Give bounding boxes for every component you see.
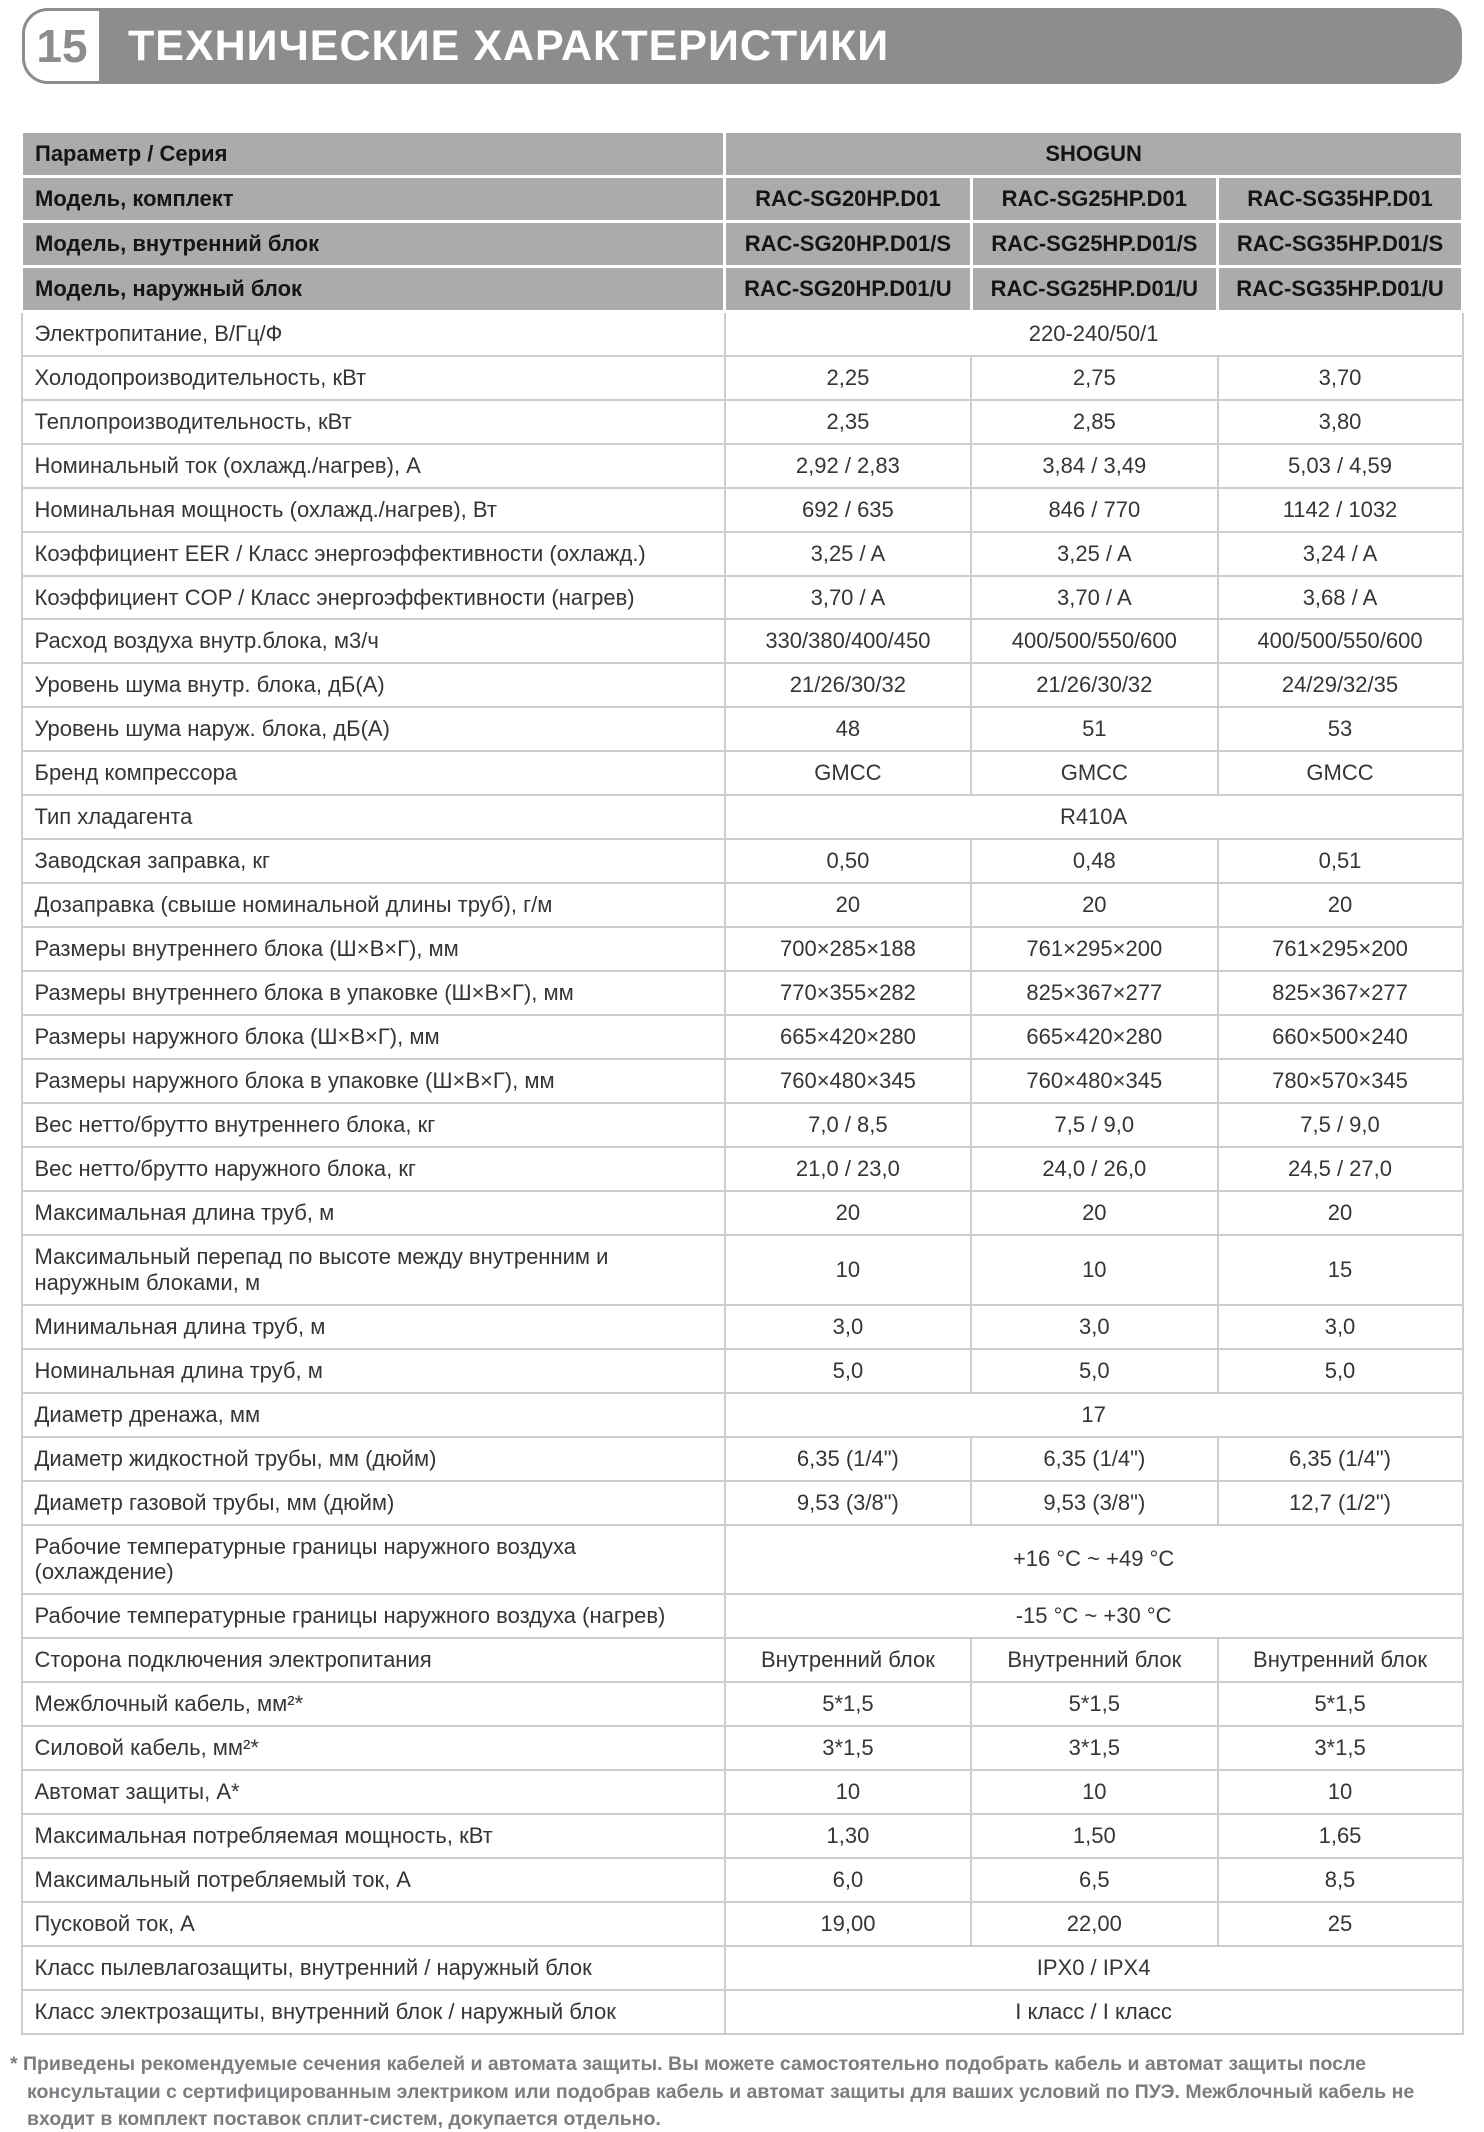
row-value: RAC-SG20HP.D01/U xyxy=(725,266,971,311)
row-value: GMCC xyxy=(971,751,1217,795)
row-value: 10 xyxy=(971,1235,1217,1305)
row-value: 5,03 / 4,59 xyxy=(1218,444,1463,488)
spec-row xyxy=(22,883,1463,927)
row-value: 760×480×345 xyxy=(725,1059,971,1103)
row-value: 51 xyxy=(971,707,1217,751)
row-value: 21,0 / 23,0 xyxy=(725,1147,971,1191)
row-value: 24,5 / 27,0 xyxy=(1218,1147,1463,1191)
row-value-span: IPX0 / IPX4 xyxy=(725,1946,1463,1990)
row-value: 20 xyxy=(971,883,1217,927)
row-value: 7,5 / 9,0 xyxy=(1218,1103,1463,1147)
row-value: 3,68 / A xyxy=(1218,576,1463,620)
row-label: Максимальная длина труб, м xyxy=(22,1191,725,1235)
row-label: Диаметр дренажа, мм xyxy=(22,1393,725,1437)
row-label: Теплопроизводительность, кВт xyxy=(22,400,725,444)
row-label: Бренд компрессора xyxy=(22,751,725,795)
row-value: 25 xyxy=(1218,1902,1463,1946)
row-value: 1,30 xyxy=(725,1814,971,1858)
spec-row xyxy=(22,1349,1463,1393)
spec-row xyxy=(22,576,1463,620)
row-label: Электропитание, В/Гц/Ф xyxy=(22,311,725,355)
row-value: 2,25 xyxy=(725,356,971,400)
spec-row xyxy=(22,707,1463,751)
row-label: Межблочный кабель, мм²* xyxy=(22,1682,725,1726)
row-value: GMCC xyxy=(725,751,971,795)
row-value: 761×295×200 xyxy=(971,927,1217,971)
row-label: Пусковой ток, А xyxy=(22,1902,725,1946)
spec-row xyxy=(22,311,1463,355)
row-value: 3,70 / A xyxy=(971,576,1217,620)
row-value: RAC-SG25HP.D01 xyxy=(971,176,1217,221)
row-label: Вес нетто/брутто наружного блока, кг xyxy=(22,1147,725,1191)
param-series-header: Параметр / Серия xyxy=(22,132,725,177)
section-header xyxy=(22,8,1462,84)
row-value: 19,00 xyxy=(725,1902,971,1946)
row-label: Класс электрозащиты, внутренний блок / наружный блок xyxy=(22,1990,725,2034)
spec-row xyxy=(22,1015,1463,1059)
spec-row xyxy=(22,971,1463,1015)
row-value: 10 xyxy=(1218,1770,1463,1814)
row-value-span: +16 °C ~ +49 °C xyxy=(725,1525,1463,1595)
spec-row xyxy=(22,1481,1463,1525)
spec-row xyxy=(22,1594,1463,1638)
row-label: Уровень шума внутр. блока, дБ(А) xyxy=(22,663,725,707)
row-value: 0,48 xyxy=(971,839,1217,883)
row-value: 846 / 770 xyxy=(971,488,1217,532)
row-value: 3*1,5 xyxy=(1218,1726,1463,1770)
row-value: 400/500/550/600 xyxy=(971,619,1217,663)
row-value: 5*1,5 xyxy=(725,1682,971,1726)
row-value: 692 / 635 xyxy=(725,488,971,532)
spec-row xyxy=(22,1682,1463,1726)
row-value: 20 xyxy=(725,1191,971,1235)
spec-row xyxy=(22,1638,1463,1682)
row-value: 53 xyxy=(1218,707,1463,751)
row-value: 0,51 xyxy=(1218,839,1463,883)
row-value: 20 xyxy=(1218,883,1463,927)
spec-row xyxy=(22,488,1463,532)
row-value: Внутренний блок xyxy=(971,1638,1217,1682)
spec-row xyxy=(22,927,1463,971)
row-value: 1,65 xyxy=(1218,1814,1463,1858)
spec-row xyxy=(22,444,1463,488)
row-value: 3,70 / A xyxy=(725,576,971,620)
spec-row xyxy=(22,1235,1463,1305)
row-value-span: 220-240/50/1 xyxy=(725,311,1463,355)
spec-row xyxy=(22,1305,1463,1349)
spec-row xyxy=(22,1147,1463,1191)
row-value: 5,0 xyxy=(1218,1349,1463,1393)
spec-row xyxy=(22,1814,1463,1858)
model-header-row xyxy=(22,176,1463,221)
row-value: 5,0 xyxy=(725,1349,971,1393)
spec-row xyxy=(22,1902,1463,1946)
spec-row xyxy=(22,1103,1463,1147)
row-value: 2,75 xyxy=(971,356,1217,400)
row-value: 22,00 xyxy=(971,1902,1217,1946)
row-value: 8,5 xyxy=(1218,1858,1463,1902)
footnote: * Приведены рекомендуемые сечения кабелей и автомата защиты. Вы можете самостоятельно подобрать кабель и автомат защиты после консультации с сертифицированным электриком или подобрав кабель и автомат защиты для ваших условий по ПУЭ. Межблочный кабель не входит в комплект поставок сплит-систем, докупается отдельно. xyxy=(10,2052,1415,2131)
row-value-span: I класс / I класс xyxy=(725,1990,1463,2034)
row-value: 3,24 / A xyxy=(1218,532,1463,576)
spec-row xyxy=(22,1059,1463,1103)
row-value-span: -15 °C ~ +30 °C xyxy=(725,1594,1463,1638)
row-label: Модель, комплект xyxy=(22,176,725,221)
row-value: 20 xyxy=(971,1191,1217,1235)
row-label: Минимальная длина труб, м xyxy=(22,1305,725,1349)
spec-row xyxy=(22,839,1463,883)
row-value: RAC-SG25HP.D01/U xyxy=(971,266,1217,311)
row-value: RAC-SG35HP.D01/U xyxy=(1218,266,1463,311)
row-label: Тип хладагента xyxy=(22,795,725,839)
row-value-span: R410A xyxy=(725,795,1463,839)
row-label: Коэффициент EER / Класс энергоэффективности (охлажд.) xyxy=(22,532,725,576)
row-value: 3,0 xyxy=(725,1305,971,1349)
row-label: Рабочие температурные границы наружного воздуха (охлаждение) xyxy=(22,1525,725,1595)
row-label: Холодопроизводительность, кВт xyxy=(22,356,725,400)
row-value: 3,0 xyxy=(971,1305,1217,1349)
row-label: Диаметр жидкостной трубы, мм (дюйм) xyxy=(22,1437,725,1481)
row-label: Автомат защиты, А* xyxy=(22,1770,725,1814)
spec-table xyxy=(20,130,1464,2035)
row-value: 3*1,5 xyxy=(971,1726,1217,1770)
row-value: 48 xyxy=(725,707,971,751)
row-value: 760×480×345 xyxy=(971,1059,1217,1103)
row-value: 665×420×280 xyxy=(971,1015,1217,1059)
row-value: 761×295×200 xyxy=(1218,927,1463,971)
spec-row xyxy=(22,532,1463,576)
spec-row xyxy=(22,619,1463,663)
spec-row xyxy=(22,1393,1463,1437)
row-label: Номинальная длина труб, м xyxy=(22,1349,725,1393)
row-label: Максимальный потребляемый ток, А xyxy=(22,1858,725,1902)
row-value: 9,53 (3/8") xyxy=(725,1481,971,1525)
row-value: 15 xyxy=(1218,1235,1463,1305)
row-value: RAC-SG35HP.D01 xyxy=(1218,176,1463,221)
row-label: Коэффициент COP / Класс энергоэффективности (нагрев) xyxy=(22,576,725,620)
row-value: 1142 / 1032 xyxy=(1218,488,1463,532)
row-value: 780×570×345 xyxy=(1218,1059,1463,1103)
row-value: 3,84 / 3,49 xyxy=(971,444,1217,488)
row-value: 1,50 xyxy=(971,1814,1217,1858)
row-value: RAC-SG20HP.D01/S xyxy=(725,221,971,266)
row-value: 2,92 / 2,83 xyxy=(725,444,971,488)
row-label: Размеры наружного блока (Ш×В×Г), мм xyxy=(22,1015,725,1059)
spec-row xyxy=(22,1525,1463,1595)
spec-table-body xyxy=(22,132,1463,2034)
row-value: 2,35 xyxy=(725,400,971,444)
row-label: Заводская заправка, кг xyxy=(22,839,725,883)
row-value: 6,35 (1/4") xyxy=(1218,1437,1463,1481)
row-value: 3,25 / A xyxy=(725,532,971,576)
row-value: 10 xyxy=(725,1235,971,1305)
page-title: ТЕХНИЧЕСКИЕ ХАРАКТЕРИСТИКИ xyxy=(128,21,890,70)
row-value: GMCC xyxy=(1218,751,1463,795)
row-value: 21/26/30/32 xyxy=(725,663,971,707)
row-value: 660×500×240 xyxy=(1218,1015,1463,1059)
row-value: 3,80 xyxy=(1218,400,1463,444)
row-value: Внутренний блок xyxy=(1218,1638,1463,1682)
row-value: 700×285×188 xyxy=(725,927,971,971)
row-label: Уровень шума наруж. блока, дБ(А) xyxy=(22,707,725,751)
row-value: 5*1,5 xyxy=(971,1682,1217,1726)
row-value: 5,0 xyxy=(971,1349,1217,1393)
series-name: SHOGUN xyxy=(725,132,1463,177)
row-label: Размеры внутреннего блока (Ш×В×Г), мм xyxy=(22,927,725,971)
row-value: 400/500/550/600 xyxy=(1218,619,1463,663)
row-value: 330/380/400/450 xyxy=(725,619,971,663)
row-label: Силовой кабель, мм²* xyxy=(22,1726,725,1770)
row-value: 12,7 (1/2") xyxy=(1218,1481,1463,1525)
row-label: Вес нетто/брутто внутреннего блока, кг xyxy=(22,1103,725,1147)
row-value: Внутренний блок xyxy=(725,1638,971,1682)
row-label: Максимальная потребляемая мощность, кВт xyxy=(22,1814,725,1858)
row-value: 24/29/32/35 xyxy=(1218,663,1463,707)
row-value: RAC-SG35HP.D01/S xyxy=(1218,221,1463,266)
row-value: 3,0 xyxy=(1218,1305,1463,1349)
spec-row xyxy=(22,356,1463,400)
spec-row xyxy=(22,663,1463,707)
row-label: Номинальная мощность (охлажд./нагрев), Вт xyxy=(22,488,725,532)
row-label: Сторона подключения электропитания xyxy=(22,1638,725,1682)
row-label: Размеры наружного блока в упаковке (Ш×В×Г), мм xyxy=(22,1059,725,1103)
row-value: RAC-SG25HP.D01/S xyxy=(971,221,1217,266)
spec-row xyxy=(22,1770,1463,1814)
row-label: Модель, внутренний блок xyxy=(22,221,725,266)
spec-row xyxy=(22,795,1463,839)
table-header-row xyxy=(22,132,1463,177)
row-value: 825×367×277 xyxy=(1218,971,1463,1015)
row-value: 3*1,5 xyxy=(725,1726,971,1770)
row-value: 0,50 xyxy=(725,839,971,883)
spec-row xyxy=(22,751,1463,795)
section-number-badge xyxy=(22,8,102,84)
spec-row xyxy=(22,1726,1463,1770)
row-value-span: 17 xyxy=(725,1393,1463,1437)
row-value: 10 xyxy=(725,1770,971,1814)
row-value: 6,5 xyxy=(971,1858,1217,1902)
row-value: 9,53 (3/8") xyxy=(971,1481,1217,1525)
row-label: Расход воздуха внутр.блока, м3/ч xyxy=(22,619,725,663)
row-value: 10 xyxy=(971,1770,1217,1814)
section-number: 15 xyxy=(36,20,88,72)
row-value: 825×367×277 xyxy=(971,971,1217,1015)
row-label: Дозаправка (свыше номинальной длины труб), г/м xyxy=(22,883,725,927)
row-value: 2,85 xyxy=(971,400,1217,444)
row-value: 6,35 (1/4") xyxy=(971,1437,1217,1481)
row-value: 20 xyxy=(725,883,971,927)
spec-row xyxy=(22,1191,1463,1235)
row-value: 7,5 / 9,0 xyxy=(971,1103,1217,1147)
row-label: Номинальный ток (охлажд./нагрев), А xyxy=(22,444,725,488)
row-value: 665×420×280 xyxy=(725,1015,971,1059)
row-label: Класс пылевлагозащиты, внутренний / наружный блок xyxy=(22,1946,725,1990)
spec-row xyxy=(22,1946,1463,1990)
row-value: 7,0 / 8,5 xyxy=(725,1103,971,1147)
model-header-row xyxy=(22,266,1463,311)
row-value: 6,35 (1/4") xyxy=(725,1437,971,1481)
row-value: 3,70 xyxy=(1218,356,1463,400)
spec-row xyxy=(22,1990,1463,2034)
row-value: 770×355×282 xyxy=(725,971,971,1015)
row-label: Рабочие температурные границы наружного воздуха (нагрев) xyxy=(22,1594,725,1638)
model-header-row xyxy=(22,221,1463,266)
row-value: 5*1,5 xyxy=(1218,1682,1463,1726)
row-value: RAC-SG20HP.D01 xyxy=(725,176,971,221)
row-label: Модель, наружный блок xyxy=(22,266,725,311)
spec-row xyxy=(22,400,1463,444)
row-value: 3,25 / A xyxy=(971,532,1217,576)
row-value: 21/26/30/32 xyxy=(971,663,1217,707)
spec-row xyxy=(22,1437,1463,1481)
row-value: 20 xyxy=(1218,1191,1463,1235)
row-label: Размеры внутреннего блока в упаковке (Ш×В×Г), мм xyxy=(22,971,725,1015)
row-label: Диаметр газовой трубы, мм (дюйм) xyxy=(22,1481,725,1525)
spec-row xyxy=(22,1858,1463,1902)
row-value: 6,0 xyxy=(725,1858,971,1902)
row-label: Максимальный перепад по высоте между внутренним и наружным блоками, м xyxy=(22,1235,725,1305)
row-value: 24,0 / 26,0 xyxy=(971,1147,1217,1191)
